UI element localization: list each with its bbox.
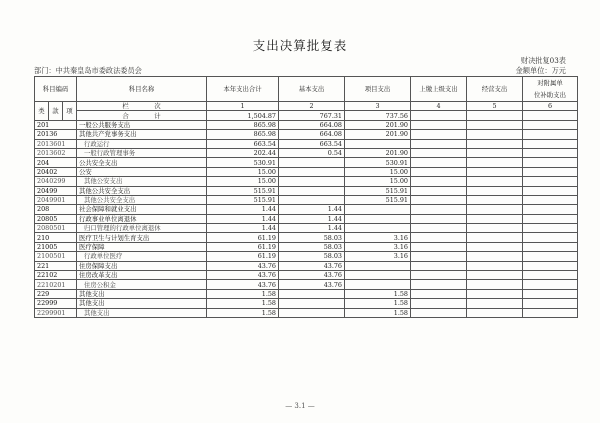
- row-total: 663.54: [207, 139, 279, 148]
- row-name: 一般公共服务支出: [77, 120, 207, 129]
- row-code: 2013602: [35, 148, 77, 157]
- table-row: [35, 289, 578, 298]
- header-subsidy-line1: 对附属单: [537, 79, 563, 87]
- row-project: 15.00: [345, 177, 411, 186]
- row-project: 201.90: [345, 130, 411, 139]
- row-project: 3.16: [345, 233, 411, 242]
- row-subsidy: [523, 252, 578, 261]
- row-subsidy: [523, 271, 578, 280]
- table-row: [35, 195, 578, 204]
- row-business: [467, 177, 523, 186]
- row-project: [345, 205, 411, 214]
- grand-total-total: 1,504.87: [207, 111, 279, 120]
- table-row: [35, 242, 578, 251]
- expenditure-table: [34, 76, 578, 318]
- column-index-2: 2: [279, 102, 345, 111]
- row-business: [467, 148, 523, 157]
- grand-total-project: 737.56: [345, 111, 411, 120]
- table-row: [35, 224, 578, 233]
- row-basic: 0.54: [279, 148, 345, 157]
- column-index-row: [35, 102, 578, 111]
- row-subsidy: [523, 158, 578, 167]
- row-basic: 664.08: [279, 130, 345, 139]
- header-project: 项目支出: [345, 77, 411, 102]
- grand-total-upper: [411, 111, 467, 120]
- row-upper: [411, 205, 467, 214]
- row-name: 归口管理的行政单位离退休: [77, 224, 207, 233]
- table-row: [35, 308, 578, 317]
- row-project: 515.91: [345, 195, 411, 204]
- table-row: [35, 158, 578, 167]
- header-business: 经营支出: [467, 77, 523, 102]
- grand-total-subsidy: [523, 111, 578, 120]
- row-business: [467, 167, 523, 176]
- row-name: 其他公共安全支出: [77, 195, 207, 204]
- row-code: 208: [35, 205, 77, 214]
- row-total: 515.91: [207, 195, 279, 204]
- row-project: 1.58: [345, 308, 411, 317]
- table-row: [35, 186, 578, 195]
- row-total: 1.44: [207, 214, 279, 223]
- row-basic: [279, 289, 345, 298]
- row-code: 2100501: [35, 252, 77, 261]
- row-code: 2080501: [35, 224, 77, 233]
- row-basic: [279, 177, 345, 186]
- row-basic: 1.44: [279, 205, 345, 214]
- row-project: 3.16: [345, 242, 411, 251]
- row-subsidy: [523, 289, 578, 298]
- row-business: [467, 308, 523, 317]
- header-row: [35, 77, 578, 102]
- table-row: [35, 299, 578, 308]
- grand-total-business: [467, 111, 523, 120]
- table-row: [35, 252, 578, 261]
- row-code: 22999: [35, 299, 77, 308]
- row-code: 20805: [35, 214, 77, 223]
- row-total: 15.00: [207, 167, 279, 176]
- row-business: [467, 195, 523, 204]
- row-project: 15.00: [345, 167, 411, 176]
- row-total: 61.19: [207, 242, 279, 251]
- row-subsidy: [523, 205, 578, 214]
- table-row: [35, 167, 578, 176]
- row-upper: [411, 186, 467, 195]
- row-business: [467, 158, 523, 167]
- row-total: 202.44: [207, 148, 279, 157]
- row-subsidy: [523, 195, 578, 204]
- row-name: 其他支出: [77, 308, 207, 317]
- grand-total-label: 合 计: [77, 111, 207, 120]
- document-title: 支出决算批复表: [252, 38, 348, 53]
- row-upper: [411, 195, 467, 204]
- row-code: 2210201: [35, 280, 77, 289]
- row-code: 2049901: [35, 195, 77, 204]
- row-subsidy: [523, 242, 578, 251]
- row-basic: [279, 167, 345, 176]
- row-code: 22102: [35, 271, 77, 280]
- row-subsidy: [523, 120, 578, 129]
- row-basic: [279, 186, 345, 195]
- table-row: [35, 130, 578, 139]
- row-project: [345, 224, 411, 233]
- row-total: 15.00: [207, 177, 279, 186]
- row-name: 公安: [77, 167, 207, 176]
- amount-unit: 金额单位：万元: [515, 66, 566, 75]
- row-basic: 58.03: [279, 233, 345, 242]
- row-total: 865.98: [207, 120, 279, 129]
- table-row: [35, 139, 578, 148]
- row-name: 公共安全支出: [77, 158, 207, 167]
- row-code: 20136: [35, 130, 77, 139]
- header-total: 本年支出合计: [207, 77, 279, 102]
- row-code: 2299901: [35, 308, 77, 317]
- row-upper: [411, 148, 467, 157]
- row-project: 1.58: [345, 299, 411, 308]
- row-basic: 43.76: [279, 261, 345, 270]
- row-subsidy: [523, 308, 578, 317]
- row-code: 210: [35, 233, 77, 242]
- row-subsidy: [523, 177, 578, 186]
- row-total: 43.76: [207, 261, 279, 270]
- row-name: 医疗卫生与计划生育支出: [77, 233, 207, 242]
- grand-total-basic: 767.31: [279, 111, 345, 120]
- column-index-3: 3: [345, 102, 411, 111]
- row-upper: [411, 120, 467, 129]
- row-basic: 43.76: [279, 280, 345, 289]
- row-name: 社会保障和就业支出: [77, 205, 207, 214]
- row-project: [345, 214, 411, 223]
- department-label: 部门：中共秦皇岛市委政法委员会: [34, 66, 142, 75]
- row-total: 43.76: [207, 271, 279, 280]
- row-upper: [411, 308, 467, 317]
- header-lei: 类: [35, 102, 49, 121]
- row-upper: [411, 139, 467, 148]
- row-upper: [411, 158, 467, 167]
- row-name: 住房改革支出: [77, 271, 207, 280]
- header-code: 科目编码: [35, 77, 77, 102]
- row-business: [467, 280, 523, 289]
- row-name: 一般行政管理事务: [77, 148, 207, 157]
- header-xiang: 项: [63, 102, 77, 121]
- row-name: 其他公共安全支出: [77, 186, 207, 195]
- form-number: 财决批复03表: [520, 56, 566, 65]
- row-upper: [411, 271, 467, 280]
- row-upper: [411, 177, 467, 186]
- row-business: [467, 289, 523, 298]
- row-business: [467, 261, 523, 270]
- row-subsidy: [523, 186, 578, 195]
- row-total: 61.19: [207, 233, 279, 242]
- row-upper: [411, 130, 467, 139]
- row-total: 865.98: [207, 130, 279, 139]
- row-subsidy: [523, 280, 578, 289]
- row-name: 住房保障支出: [77, 261, 207, 270]
- row-total: 1.58: [207, 308, 279, 317]
- table-row: [35, 280, 578, 289]
- row-total: 515.91: [207, 186, 279, 195]
- header-upper: 上缴上级支出: [411, 77, 467, 102]
- row-upper: [411, 224, 467, 233]
- header-kuan: 款: [49, 102, 63, 121]
- row-name: 其他共产党事务支出: [77, 130, 207, 139]
- row-business: [467, 271, 523, 280]
- row-basic: 43.76: [279, 271, 345, 280]
- row-name: 行政事业单位离退休: [77, 214, 207, 223]
- header-subsidy-line2: 位补助支出: [534, 91, 566, 99]
- row-name: 医疗保障: [77, 242, 207, 251]
- row-name: 其他支出: [77, 289, 207, 298]
- row-name: 其他公安支出: [77, 177, 207, 186]
- row-business: [467, 252, 523, 261]
- row-business: [467, 139, 523, 148]
- row-upper: [411, 214, 467, 223]
- row-name: 行政运行: [77, 139, 207, 148]
- row-project: [345, 261, 411, 270]
- row-subsidy: [523, 130, 578, 139]
- row-code: 2013601: [35, 139, 77, 148]
- row-total: 1.58: [207, 289, 279, 298]
- row-subsidy: [523, 299, 578, 308]
- row-project: [345, 271, 411, 280]
- row-code: 201: [35, 120, 77, 129]
- row-basic: 58.03: [279, 252, 345, 261]
- row-upper: [411, 242, 467, 251]
- row-basic: [279, 195, 345, 204]
- row-code: 221: [35, 261, 77, 270]
- row-upper: [411, 280, 467, 289]
- row-code: 20499: [35, 186, 77, 195]
- row-total: 1.44: [207, 224, 279, 233]
- row-upper: [411, 261, 467, 270]
- table-row: [35, 120, 578, 129]
- column-index-1: 1: [207, 102, 279, 111]
- row-name: 住房公积金: [77, 280, 207, 289]
- header-basic: 基本支出: [279, 77, 345, 102]
- table-row: [35, 233, 578, 242]
- page-number: — 3.1 —: [285, 402, 315, 410]
- row-basic: [279, 299, 345, 308]
- row-basic: [279, 308, 345, 317]
- table-row: [35, 271, 578, 280]
- row-subsidy: [523, 148, 578, 157]
- row-business: [467, 205, 523, 214]
- row-subsidy: [523, 214, 578, 223]
- grand-total-row: [35, 111, 578, 120]
- header-name: 科目名称: [77, 77, 207, 102]
- table-row: [35, 148, 578, 157]
- row-basic: 664.08: [279, 120, 345, 129]
- row-project: 515.91: [345, 186, 411, 195]
- row-basic: 1.44: [279, 224, 345, 233]
- row-business: [467, 242, 523, 251]
- row-total: 1.44: [207, 205, 279, 214]
- row-subsidy: [523, 224, 578, 233]
- table-row: [35, 214, 578, 223]
- row-business: [467, 214, 523, 223]
- row-upper: [411, 299, 467, 308]
- row-project: [345, 139, 411, 148]
- row-upper: [411, 289, 467, 298]
- row-basic: [279, 158, 345, 167]
- row-business: [467, 186, 523, 195]
- row-project: 3.16: [345, 252, 411, 261]
- row-upper: [411, 252, 467, 261]
- row-project: 530.91: [345, 158, 411, 167]
- row-business: [467, 233, 523, 242]
- column-index-label: 栏 次: [77, 102, 207, 111]
- row-name: 其他支出: [77, 299, 207, 308]
- row-code: 204: [35, 158, 77, 167]
- row-total: 530.91: [207, 158, 279, 167]
- column-index-5: 5: [467, 102, 523, 111]
- row-business: [467, 130, 523, 139]
- row-code: 229: [35, 289, 77, 298]
- row-subsidy: [523, 233, 578, 242]
- row-total: 1.58: [207, 299, 279, 308]
- header-subsidy: [523, 77, 578, 102]
- row-upper: [411, 167, 467, 176]
- row-project: [345, 280, 411, 289]
- row-project: 201.90: [345, 148, 411, 157]
- table-row: [35, 261, 578, 270]
- row-subsidy: [523, 261, 578, 270]
- row-subsidy: [523, 139, 578, 148]
- table-row: [35, 177, 578, 186]
- table-row: [35, 205, 578, 214]
- column-index-6: 6: [523, 102, 578, 111]
- row-project: 201.90: [345, 120, 411, 129]
- row-total: 61.19: [207, 252, 279, 261]
- row-business: [467, 224, 523, 233]
- row-business: [467, 299, 523, 308]
- row-basic: 663.54: [279, 139, 345, 148]
- row-project: 1.58: [345, 289, 411, 298]
- row-business: [467, 120, 523, 129]
- row-name: 行政单位医疗: [77, 252, 207, 261]
- row-upper: [411, 233, 467, 242]
- row-code: 21005: [35, 242, 77, 251]
- row-code: 20402: [35, 167, 77, 176]
- column-index-4: 4: [411, 102, 467, 111]
- row-basic: 1.44: [279, 214, 345, 223]
- row-code: 2040299: [35, 177, 77, 186]
- row-subsidy: [523, 167, 578, 176]
- row-total: 43.76: [207, 280, 279, 289]
- row-basic: 58.03: [279, 242, 345, 251]
